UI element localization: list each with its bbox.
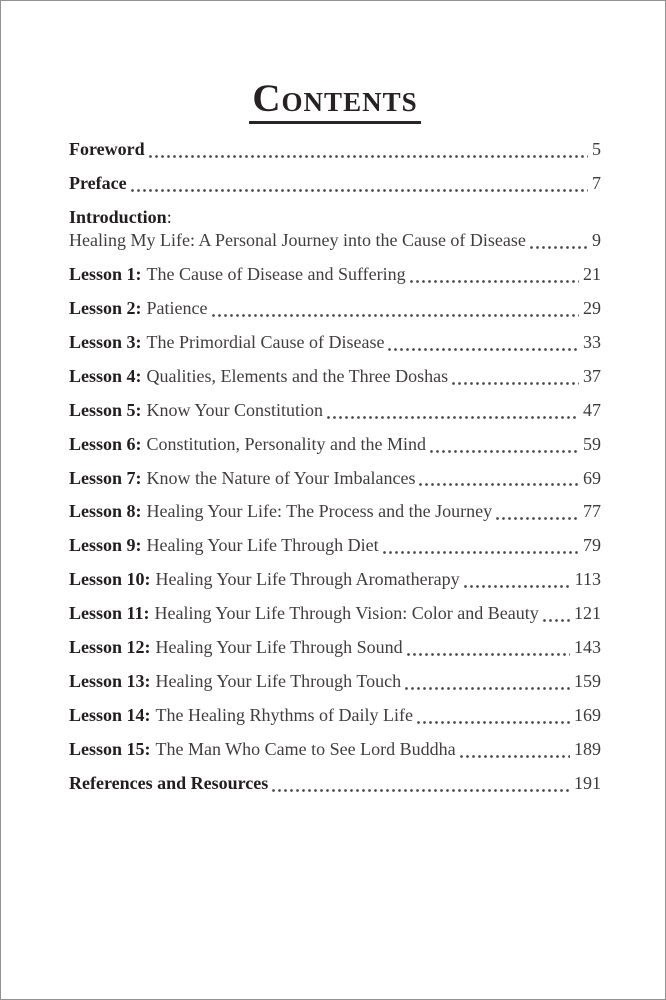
entry-title: Healing Your Life Through Vision: Color and Beauty (154, 603, 539, 624)
entry-page-number: 5 (592, 139, 601, 159)
entry-page-number: 143 (574, 637, 601, 658)
toc-entry-lesson-3 (69, 332, 601, 354)
entry-label: Lesson 4: (69, 365, 142, 386)
dot-leader (410, 264, 579, 286)
entry-title: Know Your Constitution (146, 399, 324, 420)
contents-page (1, 1, 665, 795)
entry-page-number: 69 (583, 467, 601, 488)
entry-page-number: 33 (583, 331, 601, 352)
dot-leader (452, 366, 579, 388)
entry-page-number: 47 (583, 399, 601, 420)
entry-page-number: 7 (592, 172, 601, 193)
entry-title: Know the Nature of Your Imbalances (146, 467, 416, 488)
toc-entry-references (69, 773, 601, 795)
toc-entry-lesson-7 (69, 468, 601, 490)
dot-leader (543, 603, 570, 625)
toc-entry-lesson-12 (69, 637, 601, 659)
entry-label: Lesson 14: (69, 705, 151, 726)
entry-label: Lesson 13: (69, 671, 151, 692)
entry-label: Lesson 7: (69, 467, 142, 488)
entry-page-number: 159 (574, 671, 601, 692)
dot-leader (383, 535, 579, 557)
entry-page-number: 77 (583, 501, 601, 522)
entry-label: Lesson 12: (69, 637, 151, 658)
entry-label: Lesson 1: (69, 263, 142, 284)
dot-leader (417, 705, 570, 727)
entry-label: Lesson 8: (69, 501, 142, 522)
dot-leader (430, 434, 579, 456)
dot-leader (212, 298, 580, 320)
entry-title: Healing Your Life Through Sound (155, 637, 403, 658)
toc-entry-lesson-9 (69, 535, 601, 557)
entry-page-number: 121 (574, 603, 601, 624)
dot-leader (272, 773, 570, 795)
entry-label: Foreword (69, 139, 145, 159)
entry-title: Qualities, Elements and the Three Doshas (146, 365, 449, 386)
dot-leader (419, 468, 579, 490)
entry-label: References and Resources (69, 773, 269, 794)
entry-title: Healing My Life: A Personal Journey into the Cause of Disease (69, 229, 526, 250)
entry-label: Lesson 11: (69, 603, 150, 624)
entry-title: Patience (146, 297, 208, 318)
dot-leader (405, 671, 570, 693)
toc-entry-lesson-1 (69, 264, 601, 286)
entry-page-number: 21 (583, 263, 601, 284)
entry-label: Preface (69, 172, 127, 193)
entry-title: The Healing Rhythms of Daily Life (155, 705, 413, 726)
page-title: Contents (249, 79, 420, 124)
entry-title: Healing Your Life Through Aromatherapy (155, 569, 460, 590)
toc-entry-lesson-10 (69, 569, 601, 591)
dot-leader (131, 173, 588, 195)
toc-entry-lesson-4 (69, 366, 601, 388)
entry-label: Lesson 10: (69, 569, 151, 590)
entry-label: Lesson 9: (69, 535, 142, 556)
entry-title: Constitution, Personality and the Mind (146, 433, 427, 454)
entry-page-number: 113 (574, 569, 601, 590)
toc-entry-lesson-14 (69, 705, 601, 727)
toc-entry-lesson-8 (69, 501, 601, 523)
toc-entry-foreword (69, 139, 601, 161)
toc-entry-lesson-2 (69, 298, 601, 320)
toc-entry-lesson-15 (69, 739, 601, 761)
entry-label: Lesson 3: (69, 331, 142, 352)
table-of-contents (69, 139, 601, 795)
entry-label: Introduction (69, 206, 167, 227)
entry-title: The Cause of Disease and Suffering (146, 263, 406, 284)
entry-page-number: 191 (574, 773, 601, 794)
entry-label: Lesson 6: (69, 433, 142, 454)
toc-entry-lesson-6 (69, 434, 601, 456)
dot-leader (496, 501, 579, 523)
entry-label: Lesson 5: (69, 399, 142, 420)
entry-page-number: 189 (574, 739, 601, 760)
entry-label: Lesson 15: (69, 739, 151, 760)
toc-entry-lesson-11 (69, 603, 601, 625)
entry-label-colon: : (166, 206, 172, 227)
entry-title: Healing Your Life Through Touch (155, 671, 402, 692)
toc-entry-introduction (69, 207, 601, 229)
dot-leader (327, 400, 579, 422)
entry-page-number: 9 (592, 229, 601, 250)
dot-leader (460, 739, 570, 761)
entry-label: Lesson 2: (69, 297, 142, 318)
entry-page-number: 29 (583, 297, 601, 318)
toc-entry-lesson-13 (69, 671, 601, 693)
entry-title: Healing Your Life: The Process and the Journey (146, 501, 493, 522)
dot-leader (530, 230, 588, 252)
toc-entry-introduction-subtitle (69, 230, 601, 252)
entry-page-number: 79 (583, 535, 601, 556)
entry-title: Healing Your Life Through Diet (146, 535, 379, 556)
dot-leader (149, 139, 588, 161)
dot-leader (407, 637, 570, 659)
entry-page-number: 59 (583, 433, 601, 454)
entry-title: The Primordial Cause of Disease (146, 331, 385, 352)
dot-leader (388, 332, 579, 354)
entry-page-number: 169 (574, 705, 601, 726)
entry-page-number: 37 (583, 365, 601, 386)
title-block (69, 79, 601, 124)
entry-title: The Man Who Came to See Lord Buddha (155, 739, 456, 760)
dot-leader (464, 569, 571, 591)
toc-entry-preface (69, 173, 601, 195)
toc-entry-lesson-5 (69, 400, 601, 422)
